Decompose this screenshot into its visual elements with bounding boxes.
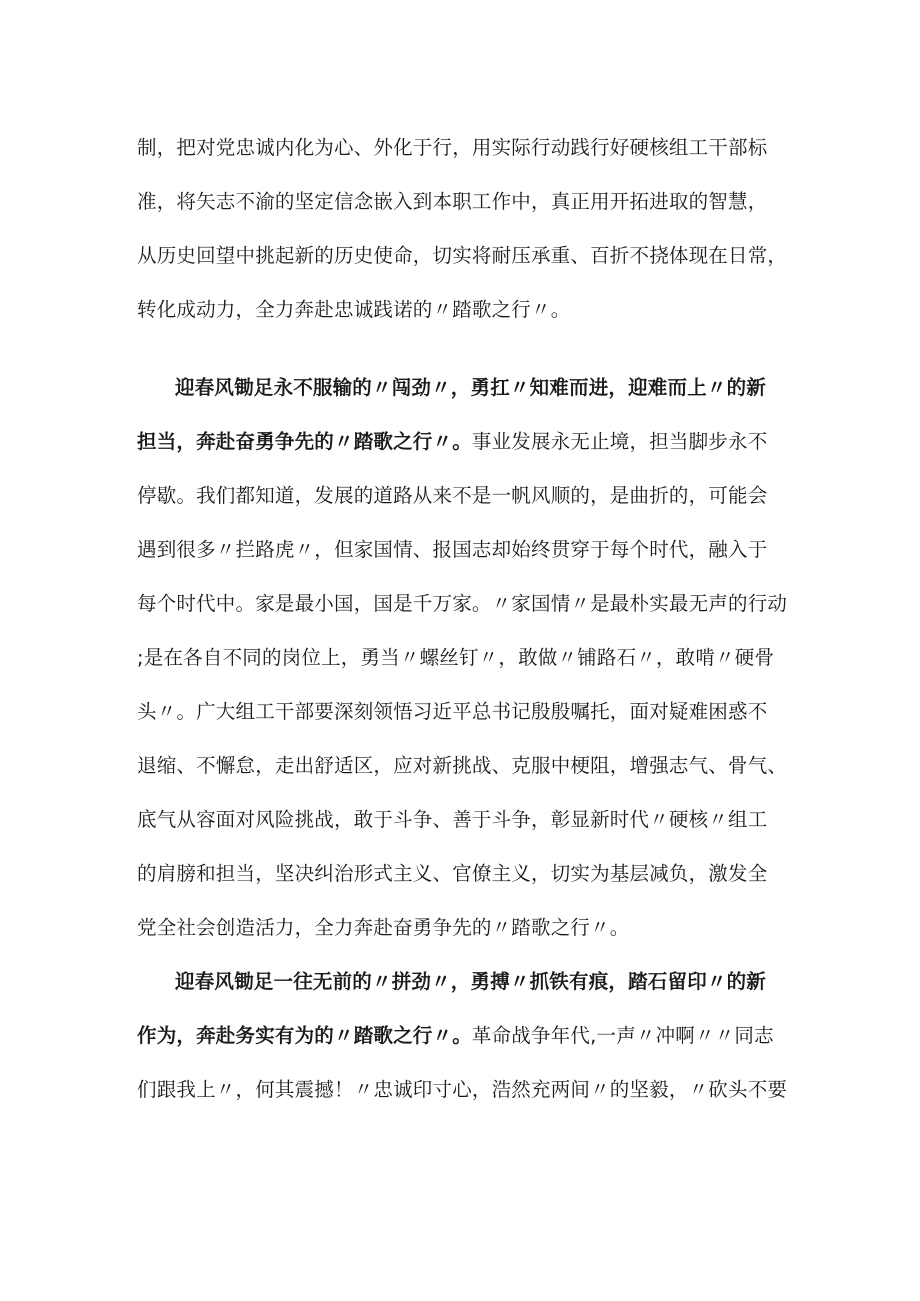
paragraph-1-line-4: 转化成动力，全力奔赴忠诚践诺的〃踏歌之行〃。	[137, 298, 571, 321]
paragraph-1-line-3: 从历史回望中挑起新的历史使命，切实将耐压承重、百折不挠体现在日常，	[137, 244, 788, 267]
paragraph-2-bold-2: 担当，奔赴奋勇争先的〃踏歌之行〃。	[137, 430, 472, 453]
paragraph-1-line-2: 准，将矢志不渝的坚定信念嵌入到本职工作中，真正用开拓进取的智慧，	[137, 190, 768, 213]
paragraph-3-heading-line-1	[175, 969, 766, 995]
paragraph-2-line-2	[137, 429, 767, 455]
paragraph-2-line-2-rest: 事业发展永无止境，担当脚步永不	[471, 430, 768, 453]
paragraph-2-bold-1: 迎春风锄足永不服输的〃闯劲〃，勇扛〃知难而进，迎难而上〃的新	[175, 376, 767, 399]
paragraph-3-line-3: 们跟我上〃，何其震撼！〃忠诚印寸心，浩然充两间〃的坚毅，〃砍头不要	[137, 1078, 788, 1101]
paragraph-3-bold-1: 迎春风锄足一往无前的〃拼劲〃，勇搏〃抓铁有痕，踏石留印〃的新	[175, 970, 767, 993]
paragraph-3-line-2	[137, 1023, 774, 1049]
paragraph-3-line-2-rest: 革命战争年代,一声〃冲啊〃〃同志	[471, 1024, 774, 1047]
paragraph-2-line-3: 停歇。我们都知道，发展的道路从来不是一帆风顺的，是曲折的，可能会	[137, 484, 768, 507]
paragraph-2-line-7: 头〃。广大组工干部要深刻领悟习近平总书记殷殷嘱托，面对疑难困惑不	[137, 700, 768, 723]
paragraph-3-bold-2: 作为，奔赴务实有为的〃踏歌之行〃。	[137, 1024, 472, 1047]
paragraph-1-line-1: 制，把对党忠诚内化为心、外化于行，用实际行动践行好硬核组工干部标	[137, 136, 768, 159]
paragraph-2-line-11: 党全社会创造活力，全力奔赴奋勇争先的〃踏歌之行〃。	[137, 916, 630, 939]
paragraph-2-line-4: 遇到很多〃拦路虎〃，但家国情、报国志却始终贯穿于每个时代，融入于	[137, 538, 768, 561]
paragraph-2-line-6: ;是在各自不同的岗位上，勇当〃螺丝钉〃，敢做〃铺路石〃，敢啃〃硬骨	[137, 646, 775, 669]
paragraph-2-heading-line-1	[175, 375, 766, 401]
paragraph-2-line-8: 退缩、不懈怠，走出舒适区，应对新挑战、克服中梗阻，增强志气、骨气、	[137, 754, 788, 777]
paragraph-2-line-9: 底气从容面对风险挑战，敢于斗争、善于斗争，彰显新时代〃硬核〃组工	[137, 808, 768, 831]
paragraph-2-line-5: 每个时代中。家是最小国，国是千万家。〃家国情〃是最朴实最无声的行动	[137, 592, 788, 615]
paragraph-2-line-10: 的肩膀和担当，坚决纠治形式主义、官僚主义，切实为基层减负，激发全	[137, 862, 768, 885]
